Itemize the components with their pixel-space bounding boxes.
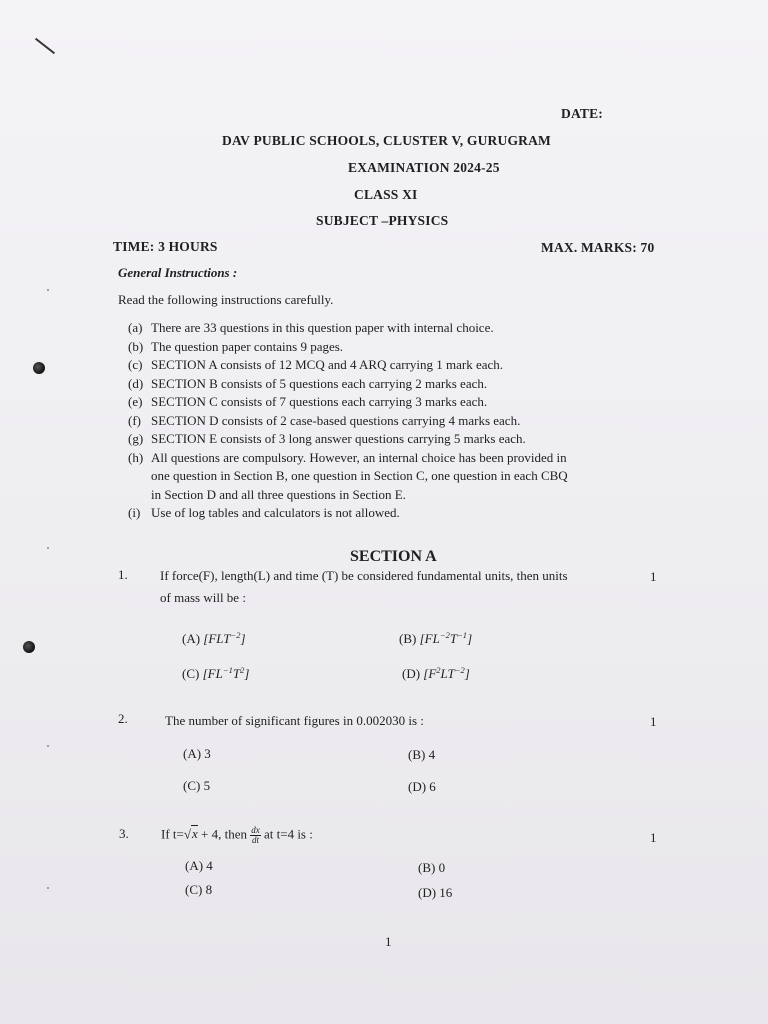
question-number: 3. — [119, 826, 129, 841]
dot-mark — [47, 887, 49, 889]
exam-title: EXAMINATION 2024-25 — [348, 160, 500, 175]
instructions-intro: Read the following instructions carefully. — [118, 292, 334, 307]
max-marks-label: MAX. MARKS: 70 — [541, 240, 655, 255]
instruction-item: (b) The question paper contains 9 pages. — [128, 338, 344, 354]
option-label: (B) — [399, 631, 417, 646]
option-a: (A) 4 — [185, 858, 213, 873]
instruction-item-cont: one question in Section B, one question in Section C, one question in each CBQ — [151, 468, 568, 483]
date-label: DATE: — [561, 106, 604, 121]
punch-hole-top — [33, 362, 45, 374]
instruction-item: (c) SECTION A consists of 12 MCQ and 4 ARQ carrying 1 mark each. — [128, 357, 504, 372]
time-label: TIME: 3 HOURS — [113, 239, 218, 254]
option-label: (C) — [182, 666, 200, 681]
option-label: (D) — [402, 666, 421, 681]
option-c: (C) 8 — [185, 882, 213, 897]
option-d: (D) $[F^2LT^{-2}]$ — [402, 665, 470, 681]
question-text-cont: of mass will be : — [160, 590, 246, 605]
question-marks: 1 — [650, 714, 657, 729]
section-a-title: SECTION A — [350, 548, 437, 565]
option-d: (D) 6 — [408, 779, 436, 794]
instruction-item: (a) There are 33 questions in this question paper with internal choice. — [128, 320, 494, 335]
dot-mark — [47, 745, 49, 747]
instruction-item: (f) SECTION D consists of 2 case-based questions carrying 4 marks each. — [128, 412, 521, 428]
instruction-item: (h) All questions are compulsory. However, an internal choice has been provided in — [128, 449, 567, 465]
school-name: DAV PUBLIC SCHOOLS, CLUSTER V, GURUGRAM — [222, 133, 551, 148]
instruction-item: (e) SECTION C consists of 7 questions each carrying 3 marks each. — [128, 394, 488, 409]
question-text: If t=√x + 4, then $\frac{dx}{dt}$ at t=4 is : — [161, 825, 313, 845]
option-label: (A) — [182, 631, 201, 646]
option-b: (B) $[FL^{-2}T^{-1}]$ — [399, 630, 473, 646]
page-number: 1 — [385, 934, 392, 949]
option-c: (C) 5 — [183, 778, 211, 793]
question-text: If force(F), length(L) and time (T) be considered fundamental units, then units — [160, 568, 568, 583]
pen-mark — [35, 38, 55, 54]
option-c: (C) $[FL^{-1}T^2]$ — [182, 665, 250, 681]
question-marks: 1 — [650, 830, 657, 845]
question-text: The number of significant figures in 0.002030 is : — [165, 713, 424, 728]
question-number: 2. — [118, 711, 128, 726]
instructions-title: General Instructions : — [118, 265, 238, 280]
instruction-item: (i) Use of log tables and calculators is not allowed. — [128, 505, 400, 520]
class-label: CLASS XI — [354, 187, 418, 202]
instruction-item: (g) SECTION E consists of 3 long answer questions carrying 5 marks each. — [128, 431, 526, 446]
dot-mark — [47, 289, 49, 291]
subject-label: SUBJECT –PHYSICS — [316, 213, 449, 228]
punch-hole-bottom — [23, 641, 35, 653]
option-d: (D) 16 — [418, 885, 453, 900]
instructions-list — [128, 319, 648, 529]
question-number: 1. — [118, 567, 128, 582]
instruction-item: (d) SECTION B consists of 5 questions each carrying 2 marks each. — [128, 375, 488, 391]
option-a: (A) $[FLT^{-2}]$ — [182, 630, 246, 646]
question-marks: 1 — [650, 569, 657, 584]
option-a: (A) 3 — [183, 746, 211, 761]
option-b: (B) 0 — [418, 860, 446, 875]
instruction-item-cont: in Section D and all three questions in Section E. — [151, 486, 406, 502]
option-b: (B) 4 — [408, 747, 436, 762]
dot-mark — [47, 547, 49, 549]
